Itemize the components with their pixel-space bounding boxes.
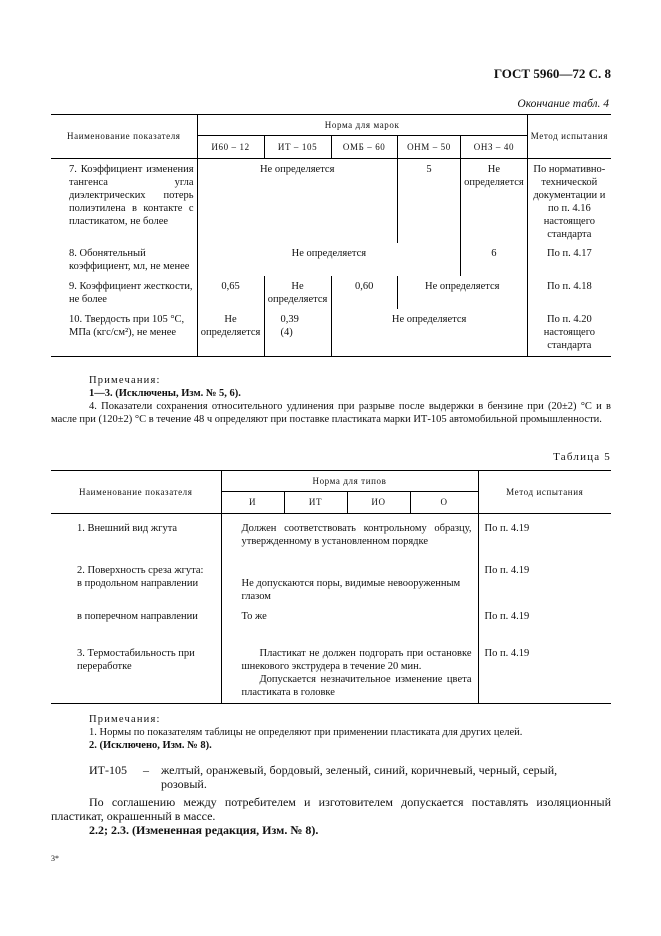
row-value: Не определяется bbox=[197, 243, 461, 276]
row-value: Не определяется bbox=[197, 159, 397, 243]
it105-colors bbox=[51, 763, 611, 791]
table-5 bbox=[51, 470, 611, 704]
row-value: Не допускаются поры, видимые невооруженным глазом bbox=[221, 556, 478, 606]
row-value: 5 bbox=[397, 159, 460, 243]
grade-header: ОНЗ – 40 bbox=[461, 136, 528, 159]
table-row bbox=[51, 639, 611, 704]
row-method: По п. 4.18 bbox=[547, 280, 592, 292]
body-paragraph: По соглашению между потребителем и изготовителем допускается поставлять изоляционный пластикат, окрашенный в массе. bbox=[51, 795, 611, 823]
row-value: Допускается незначительное изменение цвета пластиката в головке bbox=[241, 673, 472, 698]
row-method: По нормативно-технической документации и по п. 4.16 настоящего стандарта bbox=[533, 164, 606, 240]
row-name: 1. Внешний вид жгута bbox=[51, 514, 221, 556]
type-header: ИТ bbox=[284, 492, 347, 514]
table-row bbox=[51, 276, 611, 309]
type-header: ИО bbox=[347, 492, 410, 514]
row-name: 2. Поверхность среза жгута: bbox=[77, 564, 204, 576]
value-mpa: 0,39 bbox=[280, 313, 299, 325]
row-value: 0,60 bbox=[331, 276, 397, 309]
note-item: 2. (Исключено, Изм. № 8). bbox=[89, 740, 212, 751]
body-text bbox=[51, 763, 611, 837]
type-header: И bbox=[221, 492, 284, 514]
note-item: 1—3. (Исключены, Изм. № 5, 6). bbox=[89, 388, 241, 399]
row-method: По п. 4.19 bbox=[484, 647, 530, 659]
row-value: Не определяется bbox=[264, 276, 331, 309]
row-name: 3. Термостабильность при переработке bbox=[51, 639, 221, 704]
row-method: По п. 4.19 bbox=[484, 564, 530, 576]
row-subname: в продольном направлении bbox=[77, 577, 199, 589]
grade-header: И60 – 12 bbox=[197, 136, 264, 159]
row-value: Не определяется bbox=[397, 276, 527, 309]
table-4 bbox=[51, 114, 611, 357]
notes-block-2 bbox=[51, 713, 611, 752]
value-kgf: (4) bbox=[280, 326, 293, 338]
row-method: По п. 4.20 настоящего стандарта bbox=[543, 313, 596, 351]
it105-dash: – bbox=[143, 763, 149, 777]
col-header-method: Метод испытания bbox=[527, 115, 611, 159]
page-title: ГОСТ 5960—72 С. 8 bbox=[493, 66, 611, 81]
table-row bbox=[51, 309, 611, 357]
row-value: Не определяется bbox=[331, 309, 527, 357]
notes-title: Примечания: bbox=[89, 714, 161, 725]
table-5-caption: Таблица 5 bbox=[553, 451, 611, 463]
row-name: 10. Твердость при 105 °С, МПа (кгс/см²), не менее bbox=[51, 309, 197, 357]
row-value: 6 bbox=[461, 243, 528, 276]
table-row bbox=[51, 159, 611, 243]
grade-header: ОМБ – 60 bbox=[331, 136, 397, 159]
grade-header: ОНМ – 50 bbox=[397, 136, 460, 159]
table-continuation-label: Окончание табл. 4 bbox=[517, 98, 609, 110]
col-header-name: Наименование показателя bbox=[51, 115, 197, 159]
col-header-method: Метод испытания bbox=[478, 471, 611, 514]
row-method: По п. 4.19 bbox=[484, 610, 530, 622]
it105-color-list: желтый, оранжевый, бордовый, зеленый, синий, коричневый, черный, серый, розовый. bbox=[161, 763, 558, 791]
row-value: Не определяется bbox=[461, 159, 528, 243]
row-name: 9. Коэффициент жесткости, не более bbox=[51, 276, 197, 309]
row-method: По п. 4.19 bbox=[484, 523, 530, 534]
footer-mark: 3* bbox=[51, 854, 59, 863]
col-header-name: Наименование показателя bbox=[51, 471, 221, 514]
row-value: Не определяется bbox=[197, 309, 264, 357]
note-item: 4. Показатели сохранения относительного удлинения при разрыве после выдержки в бензине при (20±2) °С и в масле при (120±2) °С в течение 48 ч определяют при поставке пластиката марки ИТ-105 автомобильной промышленности. bbox=[51, 401, 611, 425]
row-name: 8. Обонятельный коэффициент, мл, не менее bbox=[51, 243, 197, 276]
note-item: 1. Нормы по показателям таблицы не определяют при применении пластиката для других целей. bbox=[89, 727, 523, 738]
row-subname: в поперечном направлении bbox=[51, 606, 221, 639]
it105-label: ИТ-105 bbox=[89, 763, 127, 777]
table-row bbox=[51, 556, 611, 606]
row-value: То же bbox=[221, 606, 478, 639]
row-value: Должен соответствовать контрольному образцу, утвержденному в установленном порядке bbox=[221, 514, 478, 556]
edition-note: 2.2; 2.3. (Измененная редакция, Изм. № 8). bbox=[89, 823, 319, 837]
row-value: 0,65 bbox=[197, 276, 264, 309]
table-row bbox=[51, 243, 611, 276]
col-header-norm: Норма для типов bbox=[221, 471, 478, 492]
row-value bbox=[264, 309, 331, 357]
table-row bbox=[51, 606, 611, 639]
row-method: По п. 4.17 bbox=[547, 247, 592, 259]
row-value: Пластикат не должен подгорать при остановке шнекового экструдера в течение 20 мин. bbox=[241, 647, 472, 672]
row-name: 7. Коэффициент изменения тангенса угла диэлектрических потерь полиэтилена в контакте с пластикатом, не более bbox=[51, 159, 197, 243]
notes-title: Примечания: bbox=[89, 375, 161, 386]
notes-block-1 bbox=[51, 374, 611, 426]
type-header: О bbox=[410, 492, 478, 514]
col-header-norm: Норма для марок bbox=[197, 115, 527, 136]
table-row bbox=[51, 514, 611, 556]
grade-header: ИТ – 105 bbox=[264, 136, 331, 159]
